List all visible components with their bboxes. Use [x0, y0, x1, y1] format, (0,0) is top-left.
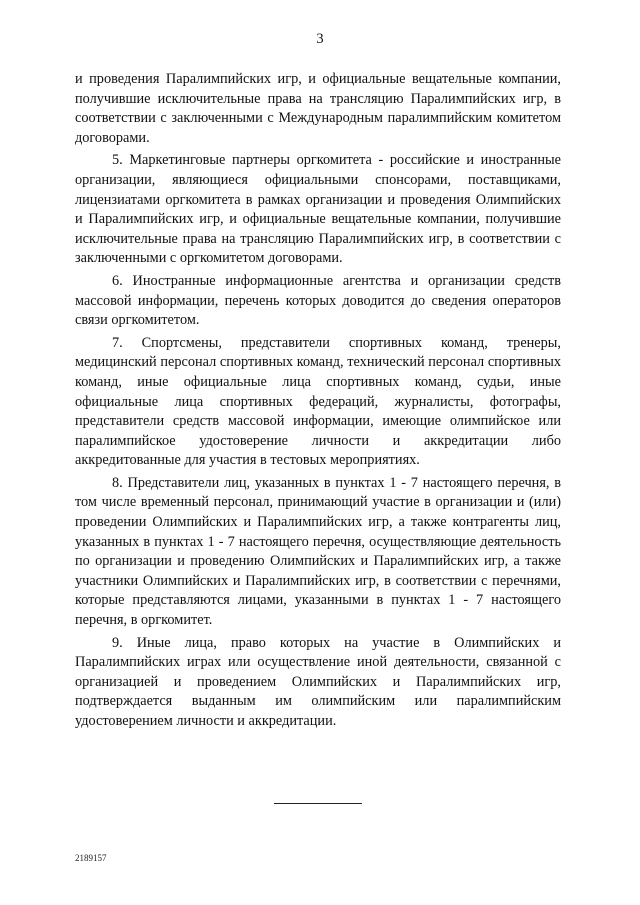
paragraph-continuation: и проведения Паралимпийских игр, и официальные вещательные компании, получившие исключительные права на трансляцию Паралимпийских игр, в соответствии с заключенными с Международным паралимпийским комитетом договорами. [75, 71, 561, 146]
paragraph-item-9: 9. Иные лица, право которых на участие в Олимпийских и Паралимпийских играх или осуществление иной деятельности, связанной с организацией и проведением Олимпийских и Паралимпийских игр, подтверждается выданным им олимпийским или паралимпийским удостоверением личности и аккредитации. [75, 634, 561, 729]
end-divider-line [274, 803, 362, 804]
document-body [75, 70, 561, 735]
paragraph-item-7: 7. Спортсмены, представители спортивных команд, тренеры, медицинский персонал спортивных команд, технический персонал спортивных команд, иные официальные лица спортивных команд, судьи, иные официальные лица спортивных федераций, журналисты, фотографы, представители средств массовой информации, имеющие олимпийское или паралимпийское удостоверение личности и аккредитации либо аккредитованные для участия в тестовых мероприятиях. [75, 334, 561, 469]
paragraph-item-6: 6. Иностранные информационные агентства и организации средств массовой информации, перечень которых доводится до сведения операторов связи оргкомитетом. [75, 272, 561, 329]
document-code: 2189157 [75, 853, 107, 863]
page-number: 3 [316, 31, 324, 47]
paragraph-item-5: 5. Маркетинговые партнеры оргкомитета - российские и иностранные организации, являющиеся официальными спонсорами, поставщиками, лицензиатами оргкомитета в рамках организации и проведения Олимпийских и Паралимпийских игр, и официальные вещательные компании, получившие исключительные права на трансляцию Паралимпийских игр, в соответствии с заключенными с оргкомитетом договорами. [75, 152, 561, 267]
paragraph-item-8: 8. Представители лиц, указанных в пунктах 1 - 7 настоящего перечня, в том числе временный персонал, принимающий участие в организации и (или) проведении Олимпийских и Паралимпийских игр, а также контрагенты лиц, указанных в пунктах 1 - 7 настоящего перечня, осуществляющие деятельность по организации и проведению Олимпийских и Паралимпийских игр, а также участники Олимпийских и Паралимпийских игр, в соответствии с перечнями, которые представляются лицами, указанными в пунктах 1 - 7 настоящего перечня, в оргкомитет. [75, 474, 561, 629]
